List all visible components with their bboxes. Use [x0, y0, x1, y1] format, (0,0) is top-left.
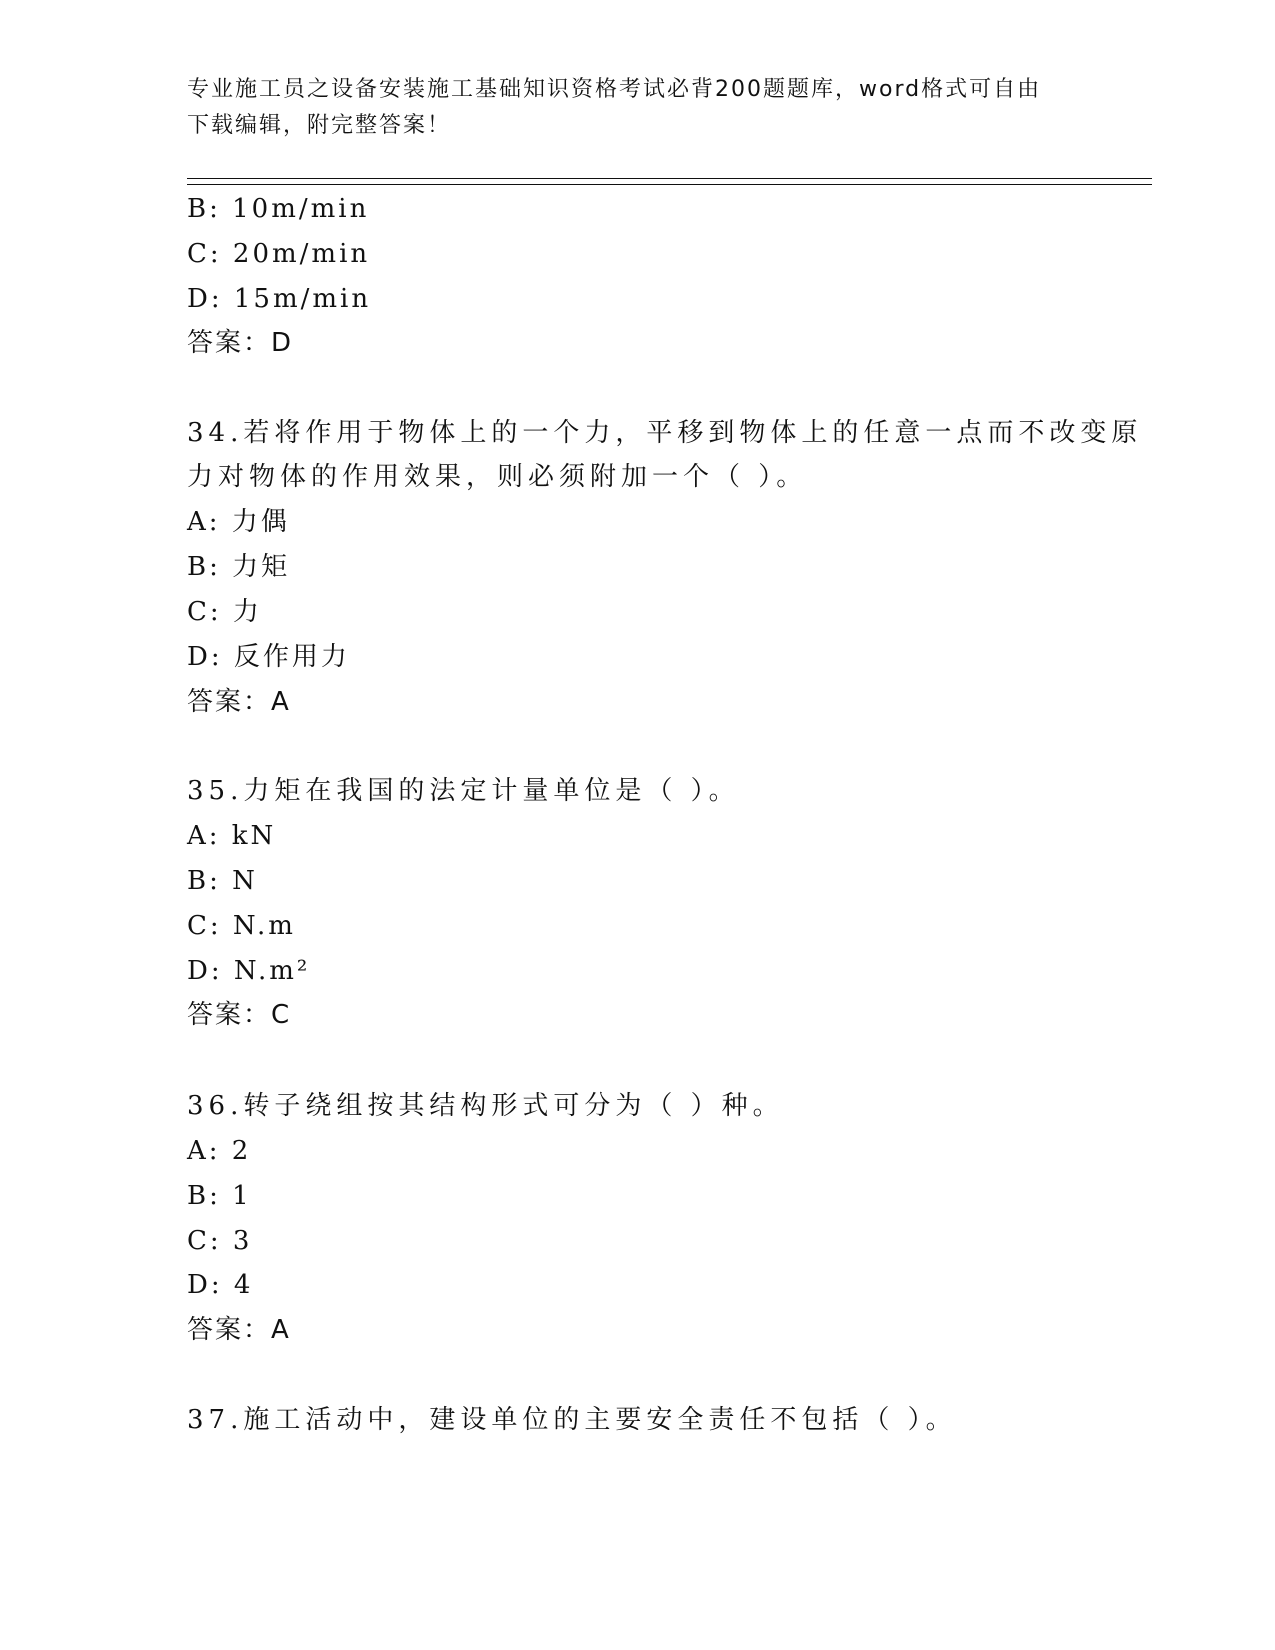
q33-option-c: C: 20m/min: [187, 239, 371, 269]
header-line-1: 专业施工员之设备安装施工基础知识资格考试必背200题题库，word格式可自由: [187, 77, 1042, 102]
header-line-2: 下载编辑，附完整答案！: [187, 113, 452, 138]
q35-option-b: B: N: [187, 866, 258, 896]
q34-answer: 答案：A: [187, 687, 291, 717]
q36-option-b: B: 1: [187, 1181, 252, 1211]
header-divider-bottom: [187, 184, 1152, 185]
document-header: [187, 72, 1067, 144]
q37-stem: 37.施工活动中，建设单位的主要安全责任不包括（ ）。: [187, 1405, 957, 1435]
q35-option-d: D: N.m²: [187, 956, 311, 986]
q33-answer: 答案：D: [187, 328, 294, 358]
q34-option-d: D: 反作用力: [187, 642, 350, 672]
header-divider-top: [187, 178, 1152, 179]
q33-option-d: D: 15m/min: [187, 284, 372, 314]
q36-option-a: A: 2: [187, 1136, 252, 1166]
q36-option-c: C: 3: [187, 1226, 253, 1256]
q35-stem: 35.力矩在我国的法定计量单位是（ ）。: [187, 776, 740, 806]
q34-option-c: C: 力: [187, 597, 262, 627]
q35-answer: 答案：C: [187, 1000, 292, 1030]
q36-stem: 36.转子绕组按其结构形式可分为（ ）种。: [187, 1091, 784, 1121]
q36-option-d: D: 4: [187, 1270, 254, 1300]
q36-answer: 答案：A: [187, 1315, 291, 1345]
q34-stem-line-1: 34.若将作用于物体上的一个力，平移到物体上的任意一点而不改变原: [187, 418, 1143, 448]
q35-option-a: A: kN: [187, 821, 277, 851]
q34-option-b: B: 力矩: [187, 552, 291, 582]
q34-option-a: A: 力偶: [187, 507, 290, 537]
q35-option-c: C: N.m: [187, 911, 296, 941]
q34-stem-line-2: 力对物体的作用效果，则必须附加一个（ ）。: [187, 462, 808, 492]
q33-option-b: B: 10m/min: [187, 194, 370, 224]
